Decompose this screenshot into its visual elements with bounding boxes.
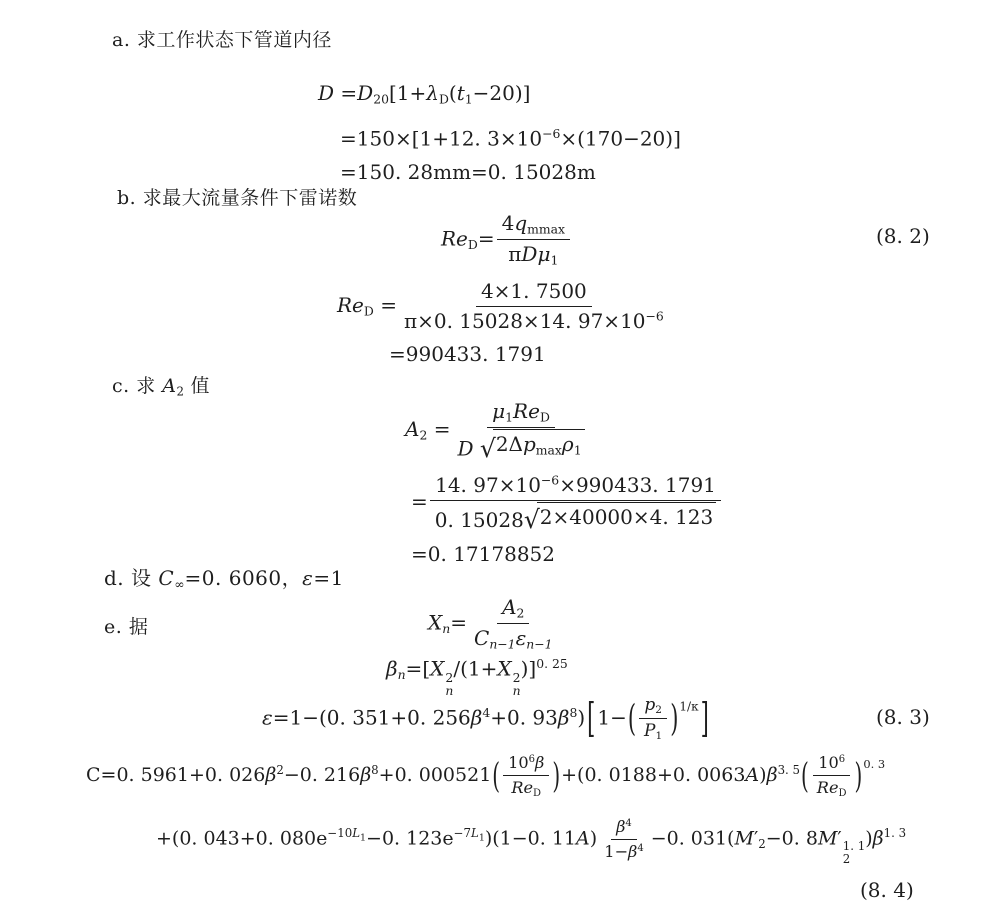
txt: +0. 000521 — [378, 764, 492, 787]
formula-line — [405, 472, 723, 534]
var-rho: ρ — [561, 432, 574, 457]
equals-sign: = — [450, 610, 467, 635]
var-p: p — [644, 695, 656, 715]
subscript: 2 — [758, 836, 766, 851]
equation-number-8-4: (8. 4) — [860, 878, 914, 902]
equals-sign: = — [340, 126, 357, 151]
equals-sign: = — [405, 656, 423, 681]
txt: −0. 8 — [765, 827, 818, 850]
var-L: L — [352, 826, 361, 841]
fraction — [639, 694, 667, 744]
var-lambda: λ — [426, 81, 439, 105]
subscript: 20 — [373, 91, 389, 107]
txt: −7 — [453, 826, 472, 841]
exponent: 6 — [528, 754, 535, 765]
txt: +(0. 0188+0. 0063 — [561, 764, 746, 787]
txt: ) — [759, 764, 767, 787]
big-paren-left: ( — [492, 754, 501, 797]
exponent — [327, 826, 367, 844]
formula-line — [318, 76, 681, 117]
sup-sub-stack — [513, 671, 521, 697]
txt: =1−(0. 351+0. 256 — [272, 705, 471, 730]
formula-reynolds-def — [441, 210, 572, 270]
formula-line — [405, 542, 723, 566]
exponent: 2 — [512, 669, 521, 685]
exponent: 6 — [838, 754, 846, 765]
var-A: A — [576, 827, 590, 850]
fraction-numerator: 4×1. 7500 — [476, 278, 592, 307]
subscript: 1 — [550, 253, 559, 269]
var-epsilon: ε — [302, 566, 314, 590]
subscript: ∞ — [174, 576, 185, 592]
txt: +(0. 043+0. 080e — [156, 827, 328, 850]
txt: ×990433. 1791 — [559, 472, 716, 497]
txt: −0. 216 — [283, 764, 361, 787]
fraction-denominator — [503, 240, 563, 269]
txt: 150×[1+12. 3×10 — [356, 126, 543, 151]
var-D: D — [521, 242, 538, 267]
txt: 0. 15028 — [434, 507, 524, 532]
txt: −10 — [327, 826, 353, 841]
section-c-heading — [112, 371, 210, 399]
txt: −20)] — [472, 81, 531, 105]
fraction — [599, 816, 649, 863]
fraction-numerator — [497, 594, 529, 624]
exponent: −6 — [645, 308, 664, 324]
formula-epsilon — [262, 694, 711, 744]
fraction-denominator — [639, 719, 667, 743]
subscript: 1 — [505, 409, 514, 425]
exponent: 8 — [569, 704, 578, 720]
exponent: 1/κ — [679, 699, 699, 714]
exponent: 8 — [371, 763, 379, 778]
var-X: X — [497, 656, 512, 681]
txt: 值 — [184, 375, 211, 397]
var-Re: Re — [513, 399, 540, 423]
var-L: L — [471, 826, 479, 841]
var-beta: β — [360, 764, 372, 787]
bracket: [ — [422, 656, 431, 681]
var-q: q — [514, 211, 528, 235]
equals-sign: = — [411, 489, 428, 514]
var-X: X — [428, 610, 443, 635]
txt: π×0. 15028×14. 97×10 — [403, 309, 646, 333]
txt: ) — [589, 827, 598, 850]
big-bracket-right: ] — [700, 695, 709, 742]
fraction-denominator — [399, 307, 669, 335]
txt: 14. 97×10 — [435, 472, 541, 497]
exponent: 4 — [482, 704, 491, 720]
exponent: 0. 3 — [863, 757, 886, 772]
subscript: D — [533, 787, 542, 799]
txt: C=0. 5961+0. 026 — [86, 764, 266, 787]
equals-sign: = — [340, 160, 357, 185]
subscript: D — [363, 303, 374, 319]
exponent: 4 — [625, 818, 632, 829]
formula-xn — [428, 594, 560, 654]
equals-sign: = — [389, 342, 406, 366]
subscript: n−1 — [489, 637, 516, 653]
txt: −0. 031( — [650, 827, 735, 850]
formula-c-line1 — [86, 752, 885, 800]
equals-sign: = — [477, 226, 495, 251]
txt: )(1−0. 11 — [484, 827, 577, 850]
exponent: 3. 5 — [777, 763, 801, 778]
subscript: 1 — [360, 832, 367, 844]
var-epsilon: ε — [515, 626, 527, 651]
section-d-heading — [104, 562, 344, 592]
fraction-denominator — [812, 776, 852, 801]
var-beta: β — [535, 753, 545, 772]
var-Re: Re — [816, 777, 839, 797]
radicand: 2×40000×4. 123 — [537, 502, 716, 531]
txt: 10 — [818, 753, 839, 772]
subscript: 2 — [842, 851, 851, 866]
fraction-denominator — [469, 624, 558, 653]
var-A: A — [745, 764, 760, 787]
var-beta: β — [386, 656, 398, 681]
var-Re: Re — [337, 293, 364, 317]
fraction-numerator — [639, 694, 667, 719]
subscript: max — [535, 443, 562, 459]
big-bracket-left: [ — [587, 695, 596, 742]
fraction-numerator — [813, 752, 850, 776]
subscript: D — [467, 237, 478, 253]
var-C: C — [474, 626, 490, 651]
var-Re: Re — [511, 777, 534, 797]
subscript: 2 — [516, 605, 525, 621]
txt: +0. 93 — [490, 705, 558, 730]
var-mu: μ — [537, 242, 551, 267]
txt: c. 求 — [112, 375, 163, 397]
radicand — [493, 429, 585, 459]
var-beta: β — [627, 841, 638, 861]
var-M: M — [734, 827, 754, 850]
prime-mark: ′ — [753, 827, 759, 850]
var-A: A — [405, 416, 420, 441]
fraction-numerator — [497, 210, 570, 240]
fraction — [497, 210, 570, 270]
var-D: D — [457, 436, 480, 461]
var-D: D — [318, 81, 335, 105]
var-beta: β — [470, 705, 483, 730]
var-X: X — [430, 656, 445, 681]
exponent: 4 — [637, 842, 644, 854]
txt: 990433. 1791 — [405, 342, 546, 366]
txt: 1− — [604, 841, 628, 861]
exponent: 2 — [445, 669, 454, 685]
formula-line — [405, 398, 723, 463]
txt: 1− — [597, 705, 627, 730]
txt: ) — [865, 827, 873, 850]
equals-sign: = — [334, 81, 358, 105]
subscript: mmax — [527, 221, 566, 237]
subscript: 1 — [464, 91, 473, 107]
subscript: D — [838, 787, 847, 799]
big-paren-left: ( — [627, 697, 637, 740]
var-mu: μ — [492, 399, 506, 423]
formula-c-line2 — [156, 816, 906, 865]
txt: 150. 28mm=0. 15028m — [356, 160, 596, 185]
fraction — [452, 398, 589, 463]
txt: 0. 17178852 — [427, 541, 556, 566]
var-beta: β — [872, 827, 884, 850]
subscript: D — [438, 91, 449, 107]
formula-line — [318, 117, 681, 155]
var-epsilon: ε — [262, 705, 273, 730]
big-paren-right: ) — [854, 754, 863, 797]
fraction — [469, 594, 558, 654]
txt: ( — [448, 81, 457, 105]
section-b-heading: b. 求最大流量条件下雷诺数 — [117, 187, 358, 209]
txt: ) — [577, 705, 586, 730]
fraction-numerator — [487, 398, 555, 428]
equals-sign: = — [427, 416, 451, 441]
fraction-denominator — [452, 428, 589, 462]
subscript: 2 — [419, 427, 428, 443]
prime-mark: ′ — [837, 827, 842, 850]
formula-beta-n — [386, 656, 568, 697]
square-root — [523, 502, 716, 534]
equation-number-8-2: (8. 2) — [876, 224, 930, 248]
var-beta: β — [766, 764, 778, 787]
var-beta: β — [557, 705, 570, 730]
radical-icon: √ — [523, 504, 540, 534]
subscript: n — [397, 667, 406, 683]
exponent: −6 — [542, 125, 561, 141]
fraction-denominator — [599, 840, 649, 863]
big-paren-left: ( — [801, 754, 809, 797]
section-a-heading: a. 求工作状态下管道内径 — [112, 29, 332, 51]
txt: 2Δ — [495, 432, 523, 457]
equals-sign: = — [373, 293, 397, 317]
formula-line — [337, 278, 671, 335]
exponent — [453, 826, 485, 844]
txt: −0. 123e — [366, 827, 454, 850]
fraction — [503, 752, 549, 800]
txt: d. 设 — [104, 566, 159, 590]
var-p: p — [522, 432, 536, 457]
exponent: −6 — [540, 472, 560, 488]
txt: /(1+ — [453, 656, 498, 681]
exponent: 1. 3 — [883, 826, 907, 841]
txt: [1+ — [389, 81, 427, 105]
sup-sub-stack — [843, 840, 865, 865]
formula-a2 — [405, 398, 723, 566]
var-A2: A — [162, 375, 177, 397]
square-root — [479, 429, 585, 463]
subscript: 1 — [655, 730, 663, 743]
formula-line — [318, 155, 681, 189]
subscript: n — [512, 682, 521, 698]
exponent: 2 — [276, 763, 284, 778]
var-C-infinity: C — [158, 566, 175, 590]
subscript: 1 — [573, 443, 582, 459]
formula-pipe-diameter — [318, 76, 681, 189]
subscript: D — [539, 409, 550, 425]
var-D20: D — [357, 81, 374, 105]
txt: 10 — [508, 753, 529, 772]
fraction-denominator — [430, 501, 721, 534]
fraction — [430, 472, 721, 534]
var-M: M — [817, 827, 838, 850]
var-t: t — [456, 81, 465, 105]
var-beta: β — [616, 817, 626, 836]
fraction — [399, 278, 669, 335]
var-P: P — [644, 721, 656, 742]
var-beta: β — [265, 764, 277, 787]
equals-sign: = — [411, 541, 428, 566]
fraction-denominator — [506, 776, 546, 801]
subscript: n — [445, 682, 454, 698]
subscript: 1 — [478, 832, 485, 844]
bracket: )] — [520, 656, 537, 681]
subscript: n — [442, 621, 451, 637]
var-Re: Re — [441, 226, 468, 251]
subscript: 2 — [176, 384, 184, 399]
equation-number-8-3: (8. 3) — [876, 705, 930, 729]
txt: 4 — [501, 211, 515, 235]
txt: =0. 6060， — [184, 566, 303, 590]
formula-line — [337, 342, 671, 366]
txt: =1 — [313, 566, 344, 590]
exponent: 1. 1 — [842, 839, 866, 854]
fraction-numerator — [503, 752, 549, 776]
section-e-heading: e. 据 — [104, 616, 149, 638]
big-paren-right: ) — [552, 754, 561, 797]
txt: ×(170−20)] — [560, 126, 681, 151]
var-A: A — [502, 595, 517, 619]
radical-icon: √ — [479, 433, 496, 463]
fraction-numerator — [430, 472, 721, 501]
exponent: 0. 25 — [536, 656, 568, 671]
fraction-numerator — [611, 816, 637, 840]
fraction — [812, 752, 852, 800]
sym-pi: π — [508, 242, 522, 267]
formula-reynolds-calc — [337, 278, 671, 366]
subscript: 2 — [655, 704, 662, 717]
big-paren-right: ) — [670, 697, 679, 740]
subscript: n−1 — [526, 637, 553, 653]
